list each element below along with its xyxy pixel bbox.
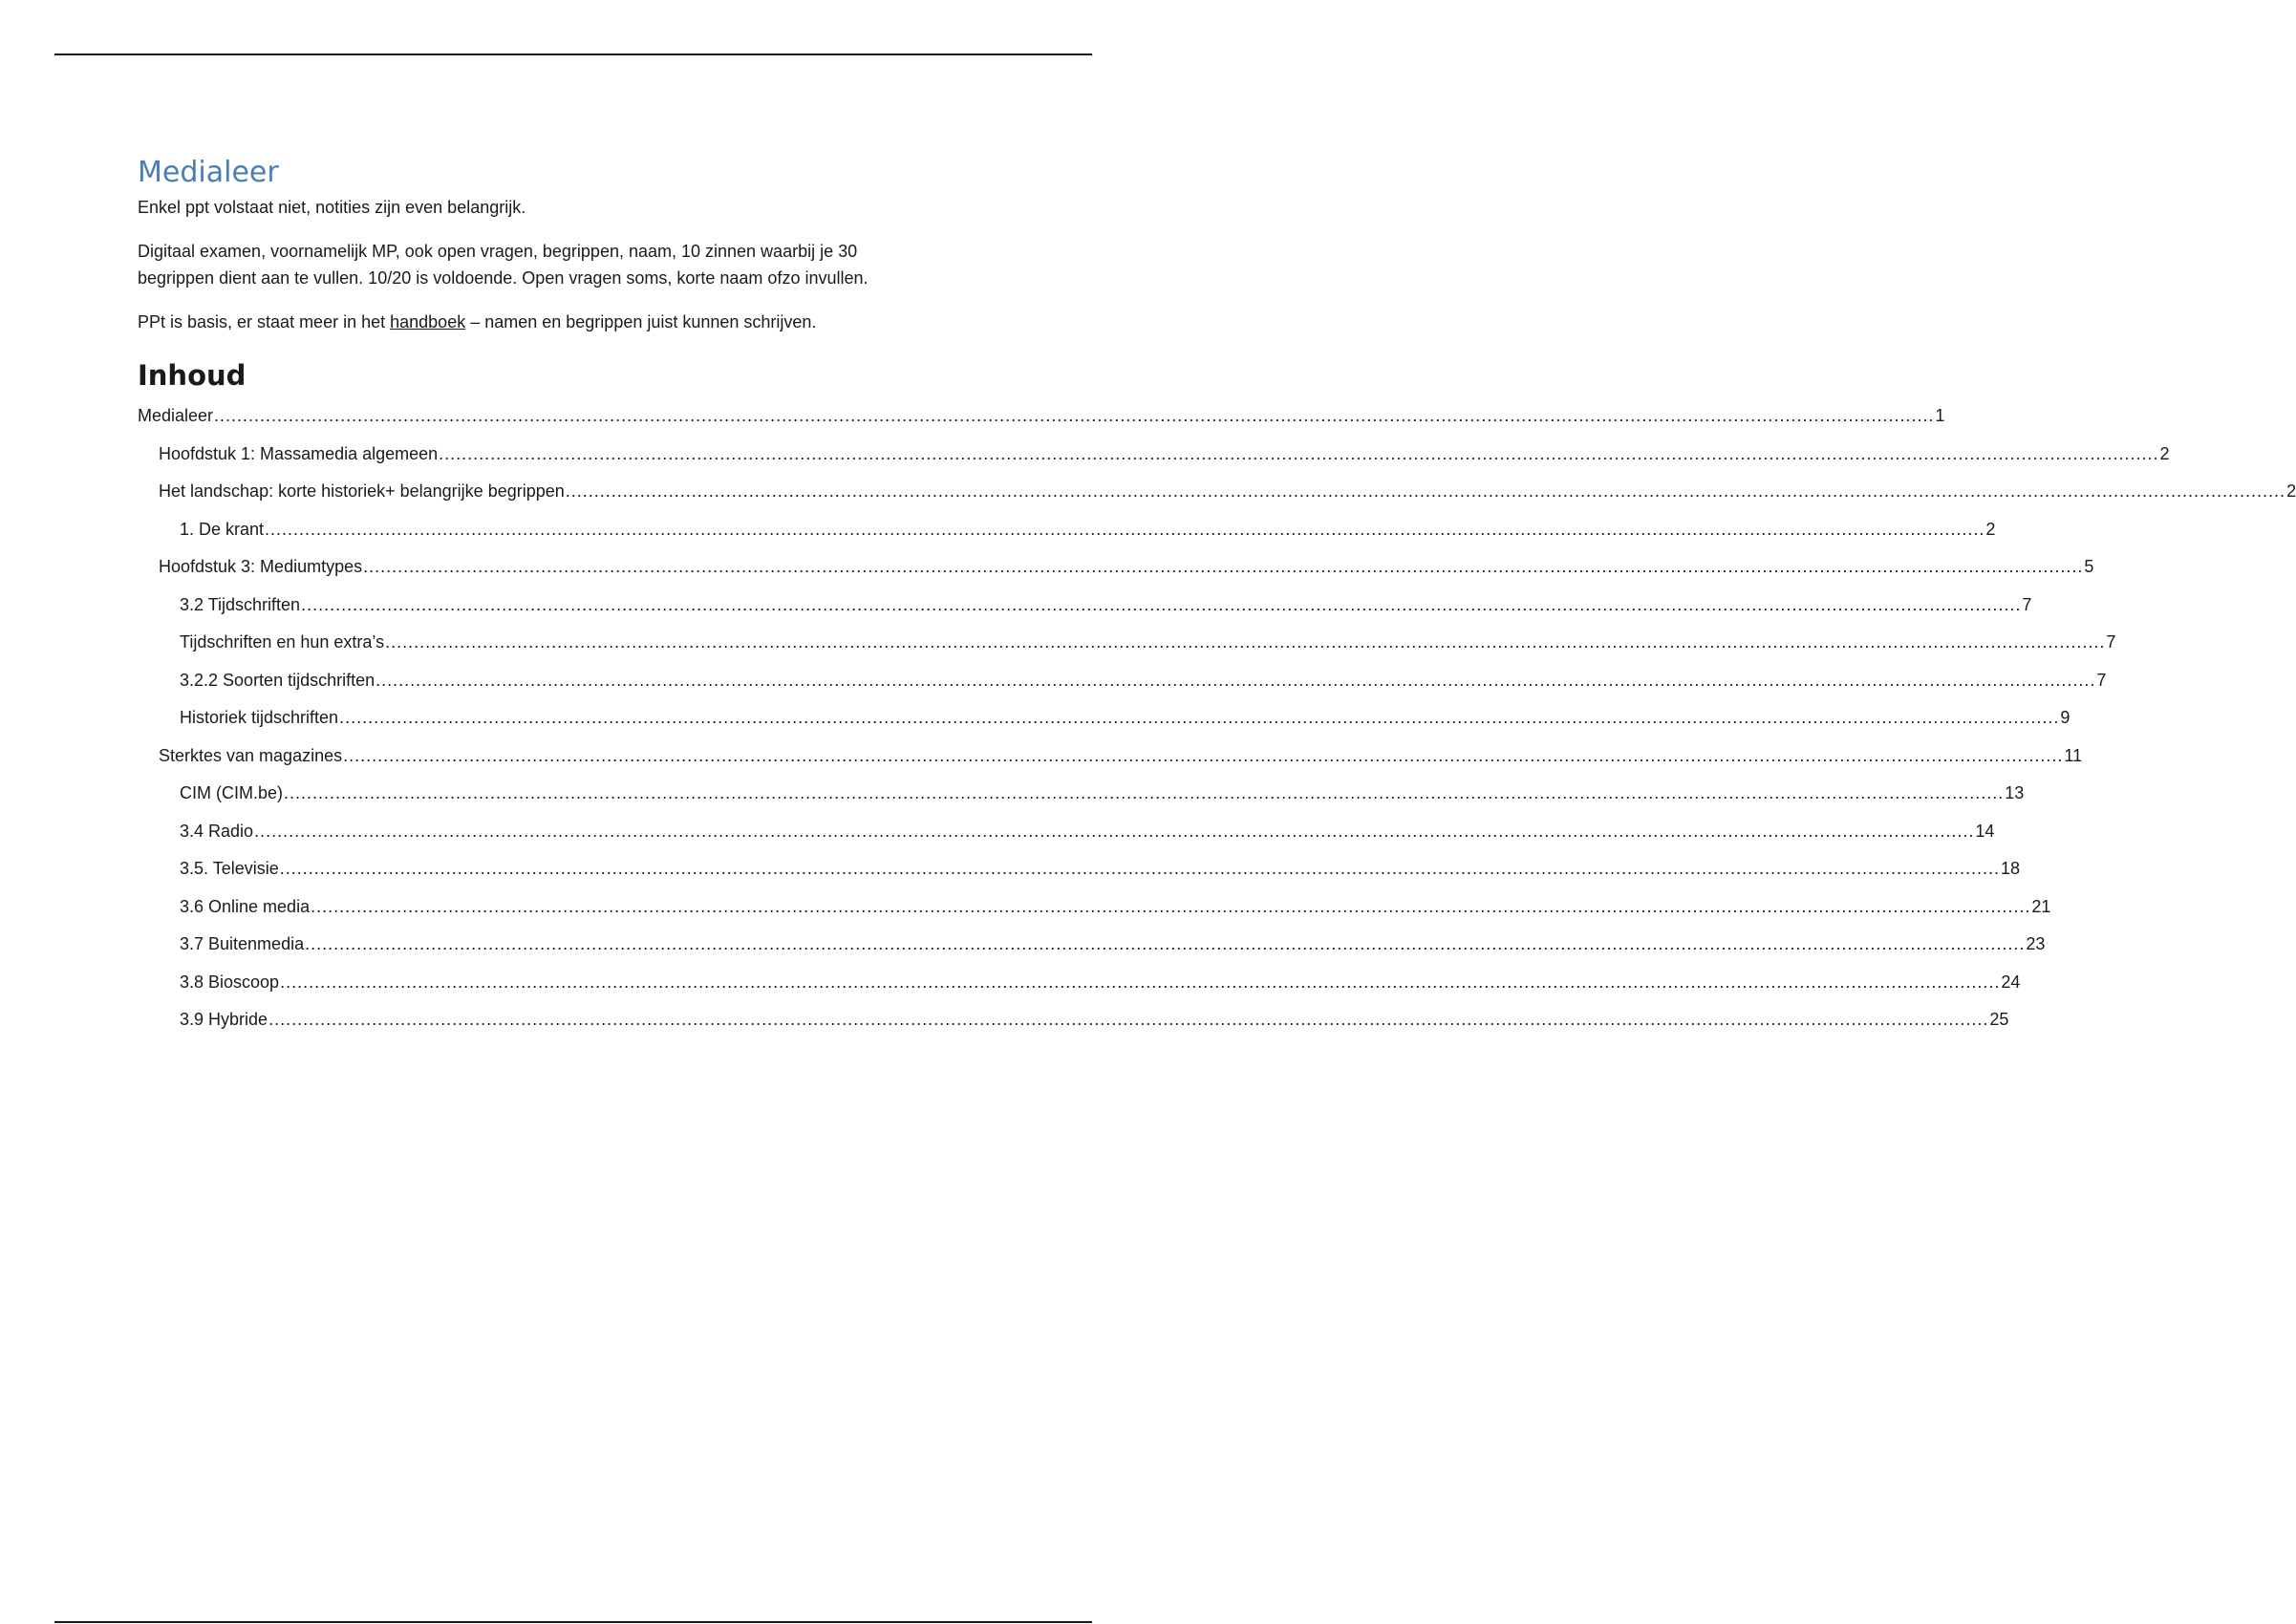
toc-leader-dots: ............................................................................................................................................................................................................................................................................................................ [439, 443, 2159, 463]
table-of-contents [138, 402, 2296, 1044]
header-rule [54, 53, 1092, 55]
toc-entry-label: 1. De krant [180, 519, 265, 539]
toc-leader-dots: ............................................................................................................................................................................................................................................................................................................ [265, 519, 1985, 539]
exam-line-1: Digitaal examen, voornamelijk MP, ook open vragen, begrippen, naam, 10 zinnen waarbij je 30 [138, 242, 858, 261]
toc-leader-dots: ............................................................................................................................................................................................................................................................................................................ [268, 1010, 1989, 1029]
toc-entry[interactable] [138, 855, 2021, 893]
toc-entry-label: Hoofdstuk 1: Massamedia algemeen [159, 443, 439, 463]
toc-leader-dots: ............................................................................................................................................................................................................................................................................................................ [254, 821, 1975, 841]
toc-entry-page: 2 [2159, 443, 2170, 463]
toc-entry[interactable] [138, 629, 2116, 667]
toc-heading: Inhoud [138, 359, 247, 392]
toc-leader-dots: ............................................................................................................................................................................................................................................................................................................ [363, 557, 2084, 576]
exam-paragraph [138, 238, 1041, 291]
toc-entry-label: 3.2 Tijdschriften [180, 594, 301, 614]
footer-rule [54, 1621, 1092, 1623]
toc-entry-label: 3.6 Online media [180, 896, 311, 916]
toc-entry[interactable] [138, 516, 1996, 554]
document-page [138, 156, 2296, 1044]
toc-entry-page: 18 [2001, 859, 2021, 878]
basis-text-before: PPt is basis, er staat meer in het [138, 312, 391, 331]
toc-leader-dots: ............................................................................................................................................................................................................................................................................................................ [339, 708, 2060, 727]
toc-entry-page: 14 [1975, 821, 1995, 841]
toc-entry-label: 3.7 Buitenmedia [180, 934, 305, 953]
toc-entry[interactable] [138, 440, 2170, 479]
toc-entry-label: Historiek tijdschriften [180, 708, 339, 727]
toc-entry-label: 3.2.2 Soorten tijdschriften [180, 670, 376, 690]
toc-entry-page: 2 [2286, 481, 2296, 501]
toc-entry[interactable] [138, 591, 2032, 630]
toc-entry[interactable] [138, 553, 2094, 591]
toc-entry[interactable] [138, 704, 2071, 742]
toc-leader-dots: ............................................................................................................................................................................................................................................................................................................ [311, 896, 2031, 916]
toc-entry-label: Hoofdstuk 3: Mediumtypes [159, 557, 363, 576]
toc-entry[interactable] [138, 667, 2107, 705]
toc-entry-label: 3.4 Radio [180, 821, 254, 841]
toc-entry[interactable] [138, 1006, 2009, 1044]
basis-paragraph [138, 309, 1041, 335]
toc-entry-page: 1 [1935, 406, 1945, 425]
toc-entry-page: 2 [1985, 519, 1996, 539]
exam-line-2: begrippen dient aan te vullen. 10/20 is voldoende. Open vragen soms, korte naam ofzo invullen. [138, 268, 869, 288]
toc-entry-page: 7 [2106, 632, 2116, 652]
toc-entry-page: 21 [2031, 896, 2051, 916]
toc-entry[interactable] [138, 893, 2051, 931]
toc-leader-dots: ............................................................................................................................................................................................................................................................................................................ [305, 934, 2026, 953]
toc-entry[interactable] [138, 402, 1945, 440]
toc-entry-label: Tijdschriften en hun extra’s [180, 632, 385, 652]
toc-entry-page: 7 [2096, 670, 2107, 690]
toc-entry[interactable] [138, 969, 2021, 1007]
toc-entry[interactable] [138, 930, 2046, 969]
document-title: Medialeer [138, 156, 279, 189]
handboek-link[interactable]: handboek [390, 312, 466, 331]
toc-entry-label: 3.8 Bioscoop [180, 972, 280, 992]
toc-leader-dots: ............................................................................................................................................................................................................................................................................................................ [214, 406, 1935, 425]
toc-entry-label: Medialeer [138, 406, 214, 425]
toc-leader-dots: ............................................................................................................................................................................................................................................................................................................ [565, 481, 2286, 501]
toc-entry-page: 9 [2060, 708, 2071, 727]
basis-text-after: – namen en begrippen juist kunnen schrijven. [465, 312, 817, 331]
toc-entry[interactable] [138, 478, 2296, 516]
toc-leader-dots: ............................................................................................................................................................................................................................................................................................................ [279, 859, 2001, 878]
toc-entry-page: 23 [2026, 934, 2046, 953]
toc-entry-page: 13 [2005, 783, 2025, 802]
toc-leader-dots: ............................................................................................................................................................................................................................................................................................................ [284, 783, 2005, 802]
toc-entry-page: 25 [1989, 1010, 2009, 1029]
toc-leader-dots: ............................................................................................................................................................................................................................................................................................................ [280, 972, 2001, 992]
toc-entry-label: Sterktes van magazines [159, 745, 343, 765]
toc-leader-dots: ............................................................................................................................................................................................................................................................................................................ [385, 632, 2106, 652]
toc-leader-dots: ............................................................................................................................................................................................................................................................................................................ [376, 670, 2096, 690]
toc-entry-page: 24 [2001, 972, 2021, 992]
toc-entry-label: 3.5. Televisie [180, 859, 279, 878]
toc-entry-label: 3.9 Hybride [180, 1010, 268, 1029]
toc-leader-dots: ............................................................................................................................................................................................................................................................................................................ [301, 594, 2022, 614]
toc-entry-page: 7 [2022, 594, 2032, 614]
toc-entry[interactable] [138, 742, 2083, 780]
toc-entry-label: CIM (CIM.be) [180, 783, 283, 802]
intro-paragraph: Enkel ppt volstaat niet, notities zijn even belangrijk. [138, 198, 526, 217]
toc-entry-page: 5 [2084, 557, 2094, 576]
toc-entry-label: Het landschap: korte historiek+ belangrijke begrippen [159, 481, 565, 501]
toc-entry[interactable] [138, 780, 2025, 818]
toc-leader-dots: ............................................................................................................................................................................................................................................................................................................ [343, 745, 2064, 765]
toc-entry[interactable] [138, 818, 1995, 856]
toc-entry-page: 11 [2064, 745, 2083, 765]
